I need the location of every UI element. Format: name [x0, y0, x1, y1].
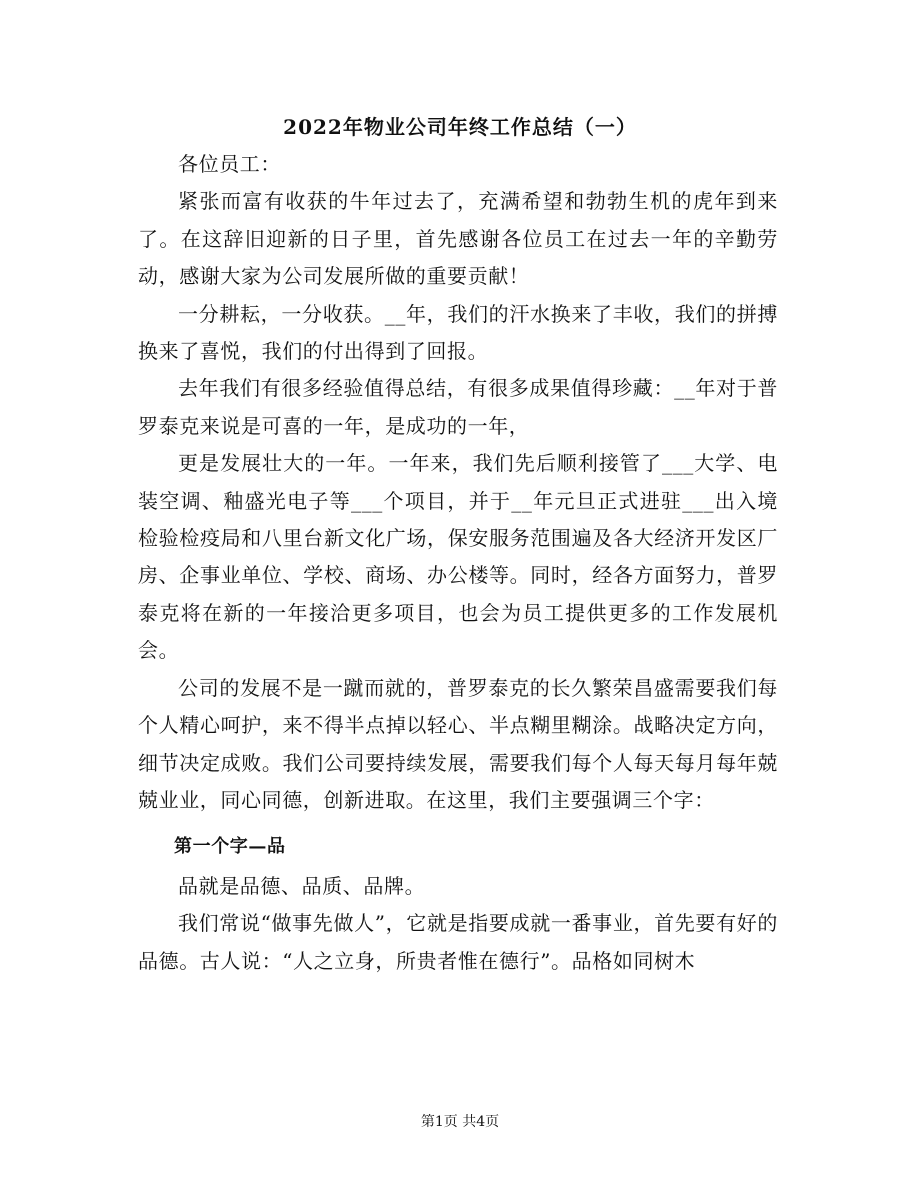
document-body [138, 146, 778, 980]
salutation-paragraph: 各位员工： [178, 152, 281, 176]
body-paragraph: 公司的发展不是一蹴而就的，普罗泰克的长久繁荣昌盛需要我们每个人精心呵护，来不得半点掉以轻心、半点糊里糊涂。战略决定方向，细节决定成败。我们公司要持续发展，需要我们每个人每天每月每年兢兢业业，同心同德，创新进取。在这里，我们主要强调三个字： [138, 675, 778, 812]
body-paragraph: 一分耕耘，一分收获。__年，我们的汗水换来了丰收，我们的拼搏换来了喜悦，我们的付出得到了回报。 [138, 301, 778, 364]
body-paragraph: 我们常说“做事先做人”，它就是指要成就一番事业，首先要有好的品德。古人说：“人之立身，所贵者惟在德行”。品格如同树木 [138, 911, 778, 973]
body-paragraph: 更是发展壮大的一年。一年来，我们先后顺利接管了___大学、电装空调、釉盛光电子等___个项目，并于__年元旦正式进驻___出入境检验检疫局和八里台新文化广场，保安服务范围遍及各大经济开发区厂房、企事业单位、学校、商场、办公楼等。同时，经各方面努力，普罗泰克将在新的一年接洽更多项目，也会为员工提供更多的工作发展机会。 [138, 451, 778, 663]
body-paragraph: 去年我们有很多经验值得总结，有很多成果值得珍藏：__年对于普罗泰克来说是可喜的一年，是成功的一年， [138, 376, 778, 438]
body-paragraph: 紧张而富有收获的牛年过去了，充满希望和勃勃生机的虎年到来了。在这辞旧迎新的日子里，首先感谢各位员工在过去一年的辛勤劳动，感谢大家为公司发展所做的重要贡献！ [138, 189, 778, 289]
body-paragraph: 品就是品德、品质、品牌。 [178, 873, 426, 898]
section-heading: 第一个字—品 [174, 836, 286, 858]
page-footer: 第1页 共4页 [420, 1114, 500, 1130]
document-title: 2022年物业公司年终工作总结（一） [283, 115, 637, 139]
